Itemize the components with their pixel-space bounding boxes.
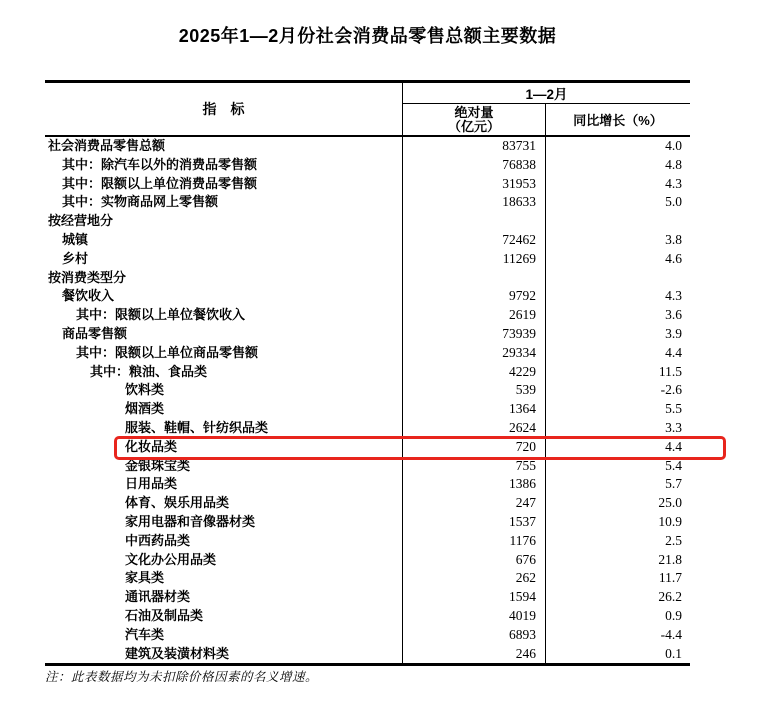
- header-absolute-line1: 绝对量: [454, 104, 494, 120]
- indicator-cell: 通讯器材类: [45, 588, 403, 607]
- indicator-cell: 文化办公用品类: [45, 551, 403, 570]
- absolute-value-cell: 76838: [403, 156, 546, 175]
- table-row: [45, 363, 690, 382]
- table-row: [45, 269, 690, 288]
- indicator-cell: 家用电器和音像器材类: [45, 513, 403, 532]
- growth-value-cell: 3.9: [665, 325, 682, 341]
- growth-value-cell: -2.6: [660, 382, 682, 398]
- table-row: [45, 193, 690, 212]
- indicator-cell: 城镇: [45, 231, 403, 250]
- table-row: [45, 475, 690, 494]
- absolute-value-cell: 18633: [403, 193, 546, 212]
- absolute-value-cell: 676: [403, 551, 546, 570]
- absolute-value-cell: 755: [403, 457, 546, 476]
- indicator-cell: 体育、娱乐用品类: [45, 494, 403, 513]
- header-period: 1—2月: [403, 83, 690, 104]
- absolute-value-cell: 29334: [403, 344, 546, 363]
- growth-value-cell: 5.7: [665, 476, 682, 492]
- indicator-cell: 服装、鞋帽、针纺织品类: [45, 419, 403, 438]
- absolute-value-cell: 4019: [403, 607, 546, 626]
- growth-value-cell: [546, 212, 690, 231]
- table-row: [45, 287, 690, 306]
- indicator-cell: 其中：限额以上单位商品零售额: [45, 344, 403, 363]
- indicator-cell: 其中：限额以上单位消费品零售额: [45, 175, 403, 194]
- growth-value-cell: [546, 269, 690, 288]
- absolute-value-cell: 72462: [403, 231, 546, 250]
- indicator-cell: 日用品类: [45, 475, 403, 494]
- growth-value-cell: 25.0: [658, 495, 682, 511]
- indicator-cell: 饮料类: [45, 381, 403, 400]
- footnote: 注：此表数据均为未扣除价格因素的名义增速。: [45, 670, 319, 684]
- absolute-value-cell: 720: [403, 438, 546, 457]
- page-title: 2025年1—2月份社会消费品零售总额主要数据: [178, 26, 557, 46]
- absolute-value-cell: 262: [403, 569, 546, 588]
- growth-value-cell: 5.0: [665, 194, 682, 210]
- growth-value-cell: -4.4: [660, 626, 682, 642]
- header-absolute-line2: （亿元）: [447, 118, 500, 134]
- indicator-cell: 中西药品类: [45, 532, 403, 551]
- table-row: [45, 344, 690, 363]
- absolute-value-cell: 539: [403, 381, 546, 400]
- indicator-cell: 金银珠宝类: [45, 457, 403, 476]
- absolute-value-cell: 246: [403, 645, 546, 664]
- table-row: [45, 212, 690, 231]
- growth-value-cell: 5.4: [665, 457, 682, 473]
- growth-value-cell: 11.5: [658, 363, 682, 379]
- indicator-cell: 商品零售额: [45, 325, 403, 344]
- absolute-value-cell: 1594: [403, 588, 546, 607]
- indicator-cell: 按消费类型分: [45, 269, 403, 288]
- table-row: [45, 438, 690, 457]
- table-row: [45, 607, 690, 626]
- indicator-cell: 建筑及装潢材料类: [45, 645, 403, 664]
- indicator-cell: 汽车类: [45, 626, 403, 645]
- absolute-value-cell: [403, 212, 546, 231]
- table-header: [45, 83, 690, 137]
- absolute-value-cell: [403, 269, 546, 288]
- absolute-value-cell: 73939: [403, 325, 546, 344]
- growth-value-cell: 4.3: [665, 288, 682, 304]
- retail-data-table: [45, 80, 690, 666]
- growth-value-cell: 3.8: [665, 231, 682, 247]
- table-row: [45, 381, 690, 400]
- header-absolute-amount: [403, 104, 546, 135]
- table-body: [45, 137, 690, 663]
- absolute-value-cell: 2624: [403, 419, 546, 438]
- absolute-value-cell: 1176: [403, 532, 546, 551]
- growth-value-cell: 4.4: [665, 344, 682, 360]
- header-indicator: 指 标: [45, 83, 403, 135]
- indicator-cell: 其中：除汽车以外的消费品零售额: [45, 156, 403, 175]
- growth-value-cell: 3.3: [665, 419, 682, 435]
- table-row: [45, 569, 690, 588]
- table-row: [45, 175, 690, 194]
- growth-value-cell: 4.6: [665, 250, 682, 266]
- table-row: [45, 551, 690, 570]
- growth-value-cell: 4.0: [665, 138, 682, 153]
- indicator-cell: 其中：限额以上单位餐饮收入: [45, 306, 403, 325]
- indicator-cell: 石油及制品类: [45, 607, 403, 626]
- indicator-cell: 其中：粮油、食品类: [45, 363, 403, 382]
- table-row: [45, 626, 690, 645]
- table-row: [45, 325, 690, 344]
- table-row: [45, 306, 690, 325]
- growth-value-cell: 11.7: [658, 570, 682, 586]
- indicator-cell: 烟酒类: [45, 400, 403, 419]
- indicator-cell: 家具类: [45, 569, 403, 588]
- absolute-value-cell: 11269: [403, 250, 546, 269]
- growth-value-cell: 21.8: [658, 551, 682, 567]
- table-row: [45, 137, 690, 156]
- growth-value-cell: 0.9: [665, 607, 682, 623]
- indicator-cell: 按经营地分: [45, 212, 403, 231]
- table-row: [45, 400, 690, 419]
- table-row: [45, 457, 690, 476]
- growth-value-cell: 4.3: [665, 175, 682, 191]
- indicator-cell: 化妆品类: [45, 438, 403, 457]
- absolute-value-cell: 1364: [403, 400, 546, 419]
- growth-value-cell: 26.2: [658, 589, 682, 605]
- growth-value-cell: 3.6: [665, 307, 682, 323]
- growth-value-cell: 5.5: [665, 401, 682, 417]
- indicator-cell: 餐饮收入: [45, 287, 403, 306]
- header-yoy-growth: 同比增长（%）: [573, 113, 663, 128]
- table-row: [45, 419, 690, 438]
- indicator-cell: 乡村: [45, 250, 403, 269]
- absolute-value-cell: 4229: [403, 363, 546, 382]
- table-row: [45, 645, 690, 664]
- table-row: [45, 250, 690, 269]
- absolute-value-cell: 1537: [403, 513, 546, 532]
- table-row: [45, 494, 690, 513]
- table-row: [45, 532, 690, 551]
- absolute-value-cell: 83731: [403, 137, 546, 156]
- growth-value-cell: 4.4: [665, 438, 682, 454]
- table-row: [45, 156, 690, 175]
- table-row: [45, 588, 690, 607]
- absolute-value-cell: 2619: [403, 306, 546, 325]
- indicator-cell: 其中：实物商品网上零售额: [45, 193, 403, 212]
- absolute-value-cell: 1386: [403, 475, 546, 494]
- growth-value-cell: 0.1: [665, 645, 682, 661]
- table-row: [45, 231, 690, 250]
- absolute-value-cell: 247: [403, 494, 546, 513]
- indicator-cell: 社会消费品零售总额: [45, 137, 403, 156]
- absolute-value-cell: 31953: [403, 175, 546, 194]
- growth-value-cell: 2.5: [665, 532, 682, 548]
- absolute-value-cell: 9792: [403, 287, 546, 306]
- growth-value-cell: 4.8: [665, 156, 682, 172]
- table-row: [45, 513, 690, 532]
- absolute-value-cell: 6893: [403, 626, 546, 645]
- growth-value-cell: 10.9: [658, 513, 682, 529]
